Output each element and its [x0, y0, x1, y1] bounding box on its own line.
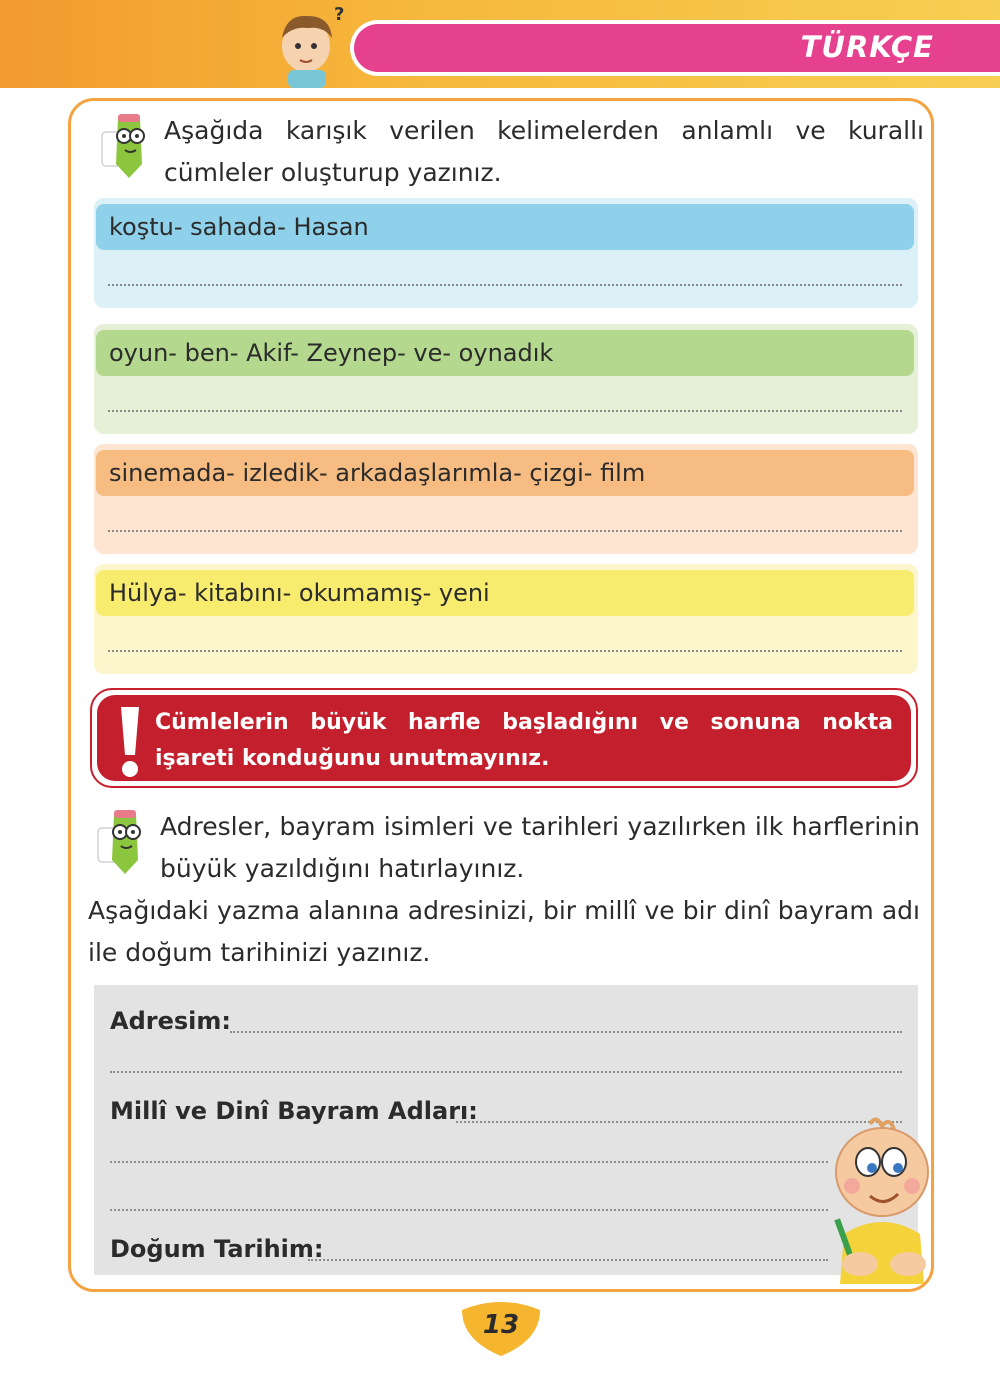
- svg-text:?: ?: [334, 4, 344, 25]
- birthdate-line[interactable]: [308, 1259, 828, 1261]
- exercise-prompt-3: sinemada- izledik- arkadaşlarımla- çizgi- film: [96, 450, 914, 496]
- address-line-1[interactable]: [230, 1031, 902, 1033]
- subject-title: TÜRKÇE: [800, 30, 934, 64]
- holidays-label: Millî ve Dinî Bayram Adları:: [110, 1097, 478, 1125]
- exercise-box-2: [94, 324, 918, 434]
- pencil-mascot-icon: [92, 110, 158, 182]
- exercise-prompt-4: Hülya- kitabını- okumamış- yeni: [96, 570, 914, 616]
- thinking-boy-illustration: [272, 4, 344, 88]
- holidays-line-3[interactable]: [110, 1209, 828, 1211]
- answer-line-2[interactable]: [108, 410, 902, 412]
- exercise-prompt-1: koştu- sahada- Hasan: [96, 204, 914, 250]
- page-number: 13: [482, 1310, 520, 1340]
- writing-area: [94, 985, 918, 1275]
- instruction-text-3: Aşağıdaki yazma alanına adresinizi, bir millî ve bir dinî bayram adı ile doğum tarihinizi yazınız.: [88, 896, 920, 967]
- answer-line-1[interactable]: [108, 284, 902, 286]
- writing-kid-illustration: [824, 1114, 934, 1284]
- answer-line-3[interactable]: [108, 530, 902, 532]
- birthdate-label: Doğum Tarihim:: [110, 1235, 324, 1263]
- warning-text: Cümlelerin büyük harfle başladığını ve sonuna nokta işareti konduğunu unutmayınız.: [155, 710, 893, 771]
- exercise-box-4: [94, 564, 918, 674]
- subject-banner: [350, 20, 1000, 76]
- warning-box: [90, 688, 918, 788]
- address-label: Adresim:: [110, 1007, 231, 1035]
- pencil-mascot-icon-2: [88, 806, 154, 878]
- exercise-prompt-2: oyun- ben- Akif- Zeynep- ve- oynadık: [96, 330, 914, 376]
- address-line-2[interactable]: [110, 1071, 902, 1073]
- instruction-text-2: Adresler, bayram isimleri ve tarihleri yazılırken ilk harflerinin büyük yazıldığını hatırlayınız.: [160, 812, 920, 883]
- answer-line-4[interactable]: [108, 650, 902, 652]
- warning-panel: [97, 695, 911, 781]
- exercise-box-3: [94, 444, 918, 554]
- exclamation-icon: [117, 703, 143, 779]
- holidays-line-2[interactable]: [110, 1161, 828, 1163]
- exercise-box-1: [94, 198, 918, 308]
- instruction-text-1: Aşağıda karışık verilen kelimelerden anlamlı ve kurallı cümleler oluşturup yazınız.: [164, 116, 924, 187]
